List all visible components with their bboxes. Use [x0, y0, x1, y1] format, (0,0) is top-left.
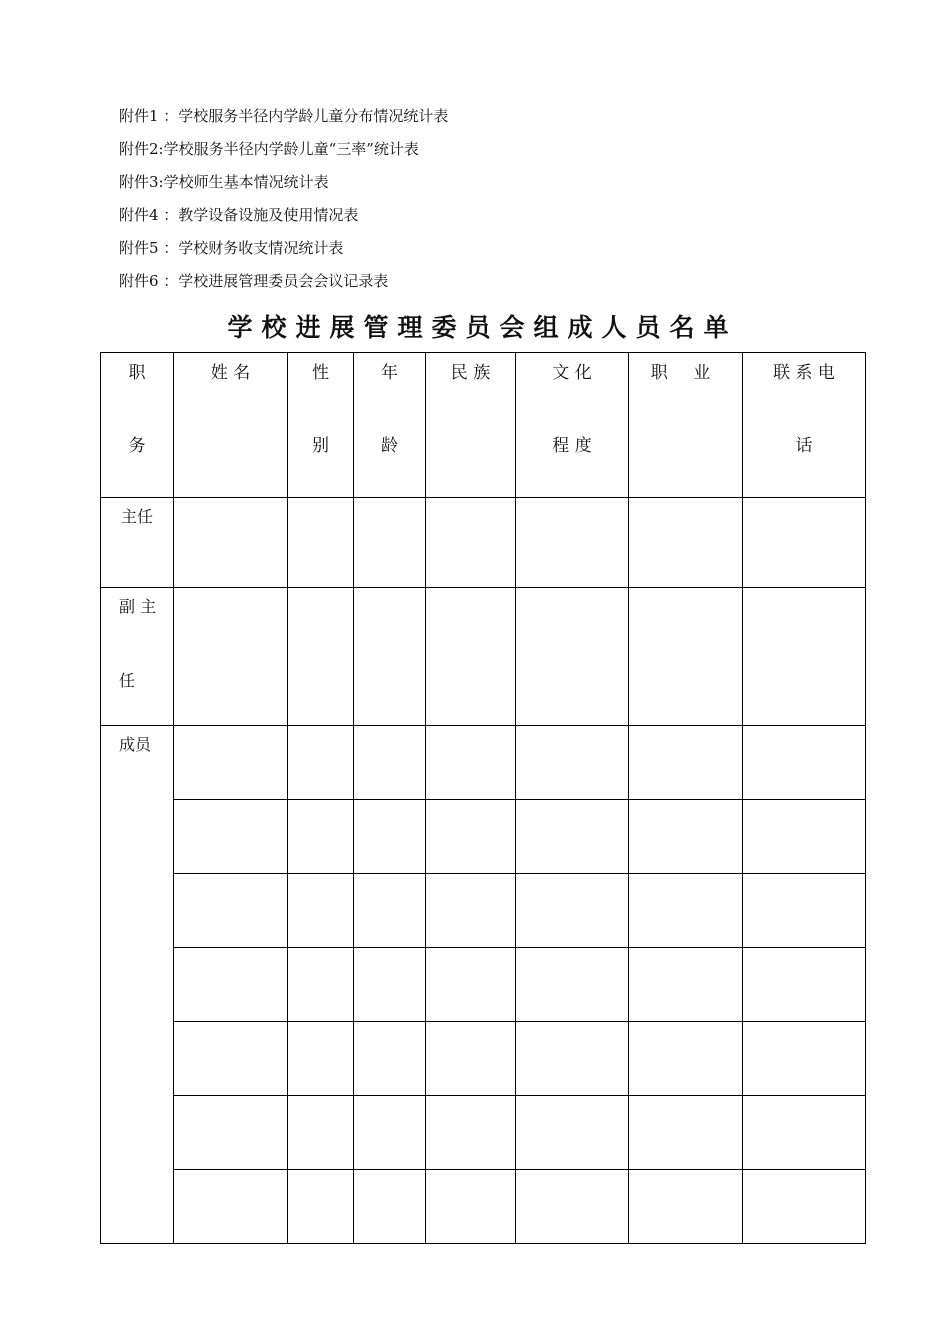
table-cell[interactable]: [288, 800, 354, 874]
table-cell[interactable]: [288, 948, 354, 1022]
table-cell[interactable]: [516, 874, 629, 948]
table-cell[interactable]: [743, 948, 866, 1022]
table-cell[interactable]: [743, 1096, 866, 1170]
table-cell[interactable]: [743, 874, 866, 948]
table-cell[interactable]: [354, 726, 426, 800]
table-row-member: [101, 1022, 866, 1096]
header-occupation: 职 业: [629, 353, 743, 498]
table-cell[interactable]: [174, 588, 288, 726]
table-cell[interactable]: [426, 498, 516, 588]
table-cell[interactable]: [426, 1170, 516, 1244]
table-row-member: [101, 874, 866, 948]
table-cell[interactable]: [629, 1096, 743, 1170]
table-cell[interactable]: [354, 498, 426, 588]
attachment-item-3: 附件3:学校师生基本情况统计表: [119, 173, 329, 191]
table-cell[interactable]: [516, 588, 629, 726]
table-cell[interactable]: [629, 948, 743, 1022]
table-cell[interactable]: [516, 1022, 629, 1096]
table-cell[interactable]: [516, 1170, 629, 1244]
header-age: 年 龄: [354, 353, 426, 498]
table-cell[interactable]: [288, 498, 354, 588]
table-cell[interactable]: [516, 800, 629, 874]
table-row-member: [101, 1096, 866, 1170]
table-cell[interactable]: [426, 948, 516, 1022]
table-cell[interactable]: [426, 1096, 516, 1170]
role-cell-vice-chair: 副 主 任: [101, 588, 174, 726]
role-cell-chair: 主任: [101, 498, 174, 588]
table-cell[interactable]: [354, 948, 426, 1022]
table-cell[interactable]: [174, 726, 288, 800]
table-cell[interactable]: [354, 1022, 426, 1096]
table-cell[interactable]: [426, 1022, 516, 1096]
header-gender: 性 别: [288, 353, 354, 498]
attachment-item-6: 附件6 ：学校进展管理委员会会议记录表: [119, 272, 389, 290]
table-cell[interactable]: [288, 1170, 354, 1244]
committee-roster-table: [100, 352, 866, 1244]
table-cell[interactable]: [629, 726, 743, 800]
table-cell[interactable]: [426, 874, 516, 948]
header-position: 职 务: [101, 353, 174, 498]
attachment-item-4: 附件4 ：教学设备设施及使用情况表: [119, 206, 359, 224]
table-cell[interactable]: [174, 874, 288, 948]
header-name: 姓 名: [174, 353, 288, 498]
table-row-member: [101, 1170, 866, 1244]
table-cell[interactable]: [174, 1022, 288, 1096]
table-header-row: [101, 353, 866, 498]
table-row-member: [101, 800, 866, 874]
attachment-list: [119, 104, 448, 302]
table-cell[interactable]: [629, 498, 743, 588]
table-cell[interactable]: [743, 800, 866, 874]
table-cell[interactable]: [354, 588, 426, 726]
table-cell[interactable]: [288, 1096, 354, 1170]
role-cell-member: 成员: [101, 726, 174, 1244]
table-cell[interactable]: [516, 1096, 629, 1170]
table-cell[interactable]: [354, 1096, 426, 1170]
table-row-vice-chair: [101, 588, 866, 726]
table-cell[interactable]: [174, 1096, 288, 1170]
document-title: 学校进展管理委员会组成人员名单: [227, 313, 738, 342]
table-cell[interactable]: [174, 800, 288, 874]
table-cell[interactable]: [426, 588, 516, 726]
table-row-member: [101, 726, 866, 800]
header-education: 文 化 程 度: [516, 353, 629, 498]
table-cell[interactable]: [743, 498, 866, 588]
header-phone: 联 系 电 话: [743, 353, 866, 498]
table-cell[interactable]: [288, 874, 354, 948]
header-ethnicity: 民 族: [426, 353, 516, 498]
attachment-item-2: 附件2:学校服务半径内学龄儿童“三率”统计表: [119, 140, 419, 158]
table-cell[interactable]: [629, 874, 743, 948]
table-cell[interactable]: [426, 800, 516, 874]
table-cell[interactable]: [516, 498, 629, 588]
table-cell[interactable]: [516, 726, 629, 800]
table-cell[interactable]: [174, 948, 288, 1022]
table-cell[interactable]: [629, 588, 743, 726]
table-cell[interactable]: [354, 874, 426, 948]
table-row-member: [101, 948, 866, 1022]
table-cell[interactable]: [174, 1170, 288, 1244]
table-cell[interactable]: [288, 1022, 354, 1096]
table-cell[interactable]: [629, 800, 743, 874]
table-row-chair: [101, 498, 866, 588]
table-cell[interactable]: [629, 1170, 743, 1244]
table-cell[interactable]: [629, 1022, 743, 1096]
table-cell[interactable]: [426, 726, 516, 800]
attachment-item-5: 附件5 ：学校财务收支情况统计表: [119, 239, 344, 257]
table-cell[interactable]: [354, 800, 426, 874]
table-cell[interactable]: [174, 498, 288, 588]
table-cell[interactable]: [743, 726, 866, 800]
attachment-item-1: 附件1 ：学校服务半径内学龄儿童分布情况统计表: [119, 107, 449, 125]
table-cell[interactable]: [354, 1170, 426, 1244]
table-cell[interactable]: [288, 588, 354, 726]
table-cell[interactable]: [516, 948, 629, 1022]
table-cell[interactable]: [743, 588, 866, 726]
table-cell[interactable]: [743, 1022, 866, 1096]
table-cell[interactable]: [743, 1170, 866, 1244]
table-cell[interactable]: [288, 726, 354, 800]
